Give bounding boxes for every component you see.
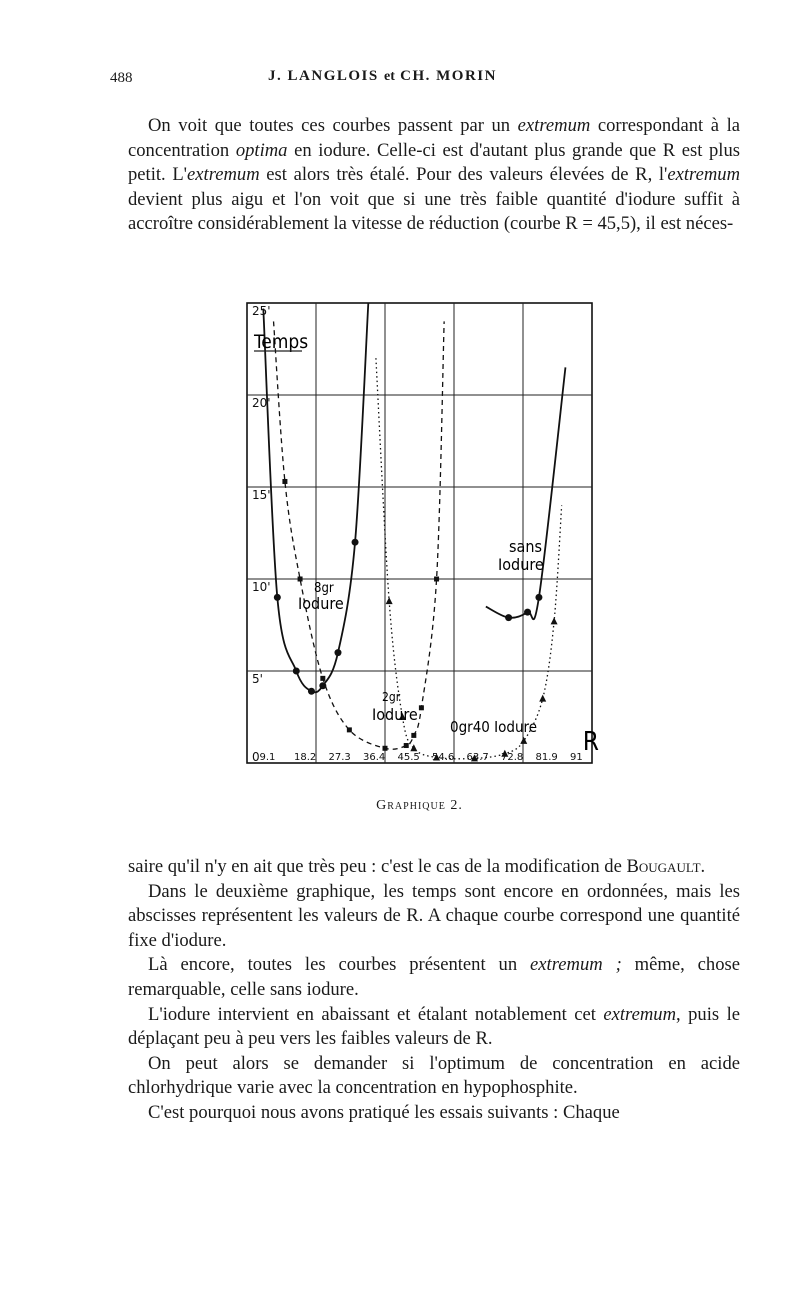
plot-frame — [247, 303, 592, 763]
text-run: . — [700, 856, 706, 877]
label-2gr: 2gr — [382, 690, 401, 704]
y-tick-label: 20' — [252, 396, 271, 410]
paragraph — [128, 114, 740, 237]
y-tick-label: 0 — [252, 750, 260, 764]
chart-svg — [244, 300, 599, 766]
text-run-italic: optima — [235, 139, 288, 161]
text-run: , puis le déplaçant peu à peu vers les faibles valeurs de R. — [128, 1003, 740, 1050]
text-run-italic: extremum ; — [530, 954, 622, 976]
data-point-2gr-iodure — [298, 577, 303, 582]
label-sans-iodure: Iodure — [498, 555, 544, 574]
label-0gr40-iodure: 0gr40 Iodure — [450, 718, 538, 736]
paragraph: Dans le deuxième graphique, les temps sont encore en ordonnées, mais les abscisses représentent les valeurs de R. A chaque courbe correspond une quantité fixe d'iodure. — [128, 880, 740, 951]
text-block-bottom — [128, 855, 740, 1126]
data-point-0gr40-iodure — [410, 744, 417, 751]
data-point-0gr40-iodure — [551, 617, 558, 624]
y-axis-label: Temps — [254, 331, 309, 353]
author-langlois: J. LANGLOIS — [268, 68, 379, 84]
x-tick-label: 54.6 — [432, 752, 455, 763]
author-joiner: et — [383, 69, 395, 84]
x-tick-label: 18.2 — [294, 752, 317, 763]
chart-grid — [247, 303, 592, 763]
paragraph: C'est pourquoi nous avons pratiqué les essais suivants : Chaque — [148, 1101, 620, 1123]
data-point-0gr40-iodure — [539, 695, 546, 702]
paragraph — [128, 953, 740, 1002]
data-point-8gr-iodure — [293, 668, 300, 675]
text-run: L'iodure intervient en abaissant et étalant notablement cet — [148, 1003, 604, 1025]
data-point-sans-iodure — [535, 594, 542, 601]
x-tick-label: 27.3 — [328, 752, 351, 763]
data-point-2gr-iodure — [434, 577, 439, 582]
series-line-2gr-iodure — [274, 321, 445, 749]
x-tick-label: 45.5 — [397, 752, 420, 763]
text-run-smallcaps: Bougault — [626, 856, 701, 877]
text-run: Là encore, toutes les courbes présentent un — [148, 954, 531, 976]
paragraph — [128, 1003, 740, 1052]
data-point-2gr-iodure — [383, 746, 388, 751]
data-point-0gr40-iodure — [520, 737, 527, 744]
data-point-8gr-iodure — [319, 682, 326, 689]
x-tick-label: 36.4 — [363, 752, 386, 763]
text-run-italic: extremum — [603, 1003, 677, 1025]
text-block-top — [128, 114, 740, 237]
x-tick-label: 81.9 — [535, 752, 558, 763]
x-tick-label: 72.8 — [501, 752, 524, 763]
data-point-sans-iodure — [524, 609, 531, 616]
text-run: saire qu'il n'y en ait que très peu : c'est le cas de la modification de — [128, 856, 627, 877]
data-point-8gr-iodure — [334, 649, 341, 656]
data-point-8gr-iodure — [308, 688, 315, 695]
x-axis-label: R — [582, 727, 599, 757]
label-2gr-iodure: Iodure — [372, 705, 418, 724]
data-point-2gr-iodure — [347, 727, 352, 732]
x-tick-label: 91 — [570, 752, 583, 763]
text-run-italic: extremum — [667, 164, 740, 186]
data-point-2gr-iodure — [320, 676, 325, 681]
data-point-2gr-iodure — [404, 743, 409, 748]
label-sans: sans — [509, 537, 542, 556]
data-point-2gr-iodure — [282, 479, 287, 484]
label-8gr: 8gr — [314, 581, 334, 596]
data-point-0gr40-iodure — [386, 597, 393, 604]
y-tick-label: 15' — [252, 488, 271, 502]
page-number: 488 — [110, 70, 133, 86]
paragraph — [128, 855, 740, 880]
text-run: en iodure. Celle-ci est d'autant plus grande que R est plus petit. L' — [128, 139, 740, 186]
data-point-2gr-iodure — [411, 733, 416, 738]
data-point-8gr-iodure — [274, 594, 281, 601]
chart-tick-labels — [252, 304, 583, 764]
y-tick-label: 5' — [252, 672, 263, 686]
figure-caption: Graphique 2. — [376, 798, 463, 813]
x-tick-label: 63.7 — [466, 752, 489, 763]
label-8gr-iodure: Iodure — [298, 594, 344, 613]
text-run: est alors très étalé. Pour des valeurs élevées de R, l' — [259, 164, 668, 186]
x-tick-label: 9.1 — [259, 752, 276, 763]
series-line-sans-iodure — [486, 367, 566, 619]
y-tick-label: 25' — [252, 304, 271, 318]
text-run: même, chose remarquable, celle sans iodure. — [128, 954, 741, 1000]
running-head — [110, 68, 655, 85]
text-run: On voit que toutes ces courbes passent par un — [148, 115, 518, 136]
y-tick-label: 10' — [252, 580, 271, 594]
text-run-italic: extremum — [187, 164, 260, 186]
text-run-italic: extremum — [517, 115, 591, 136]
data-point-8gr-iodure — [352, 539, 359, 546]
text-run: devient plus aigu et l'on voit que si une très faible quantité d'iodure suffit à accroître considérablement la vitesse de réduction (courbe R = 45,5), il est néces- — [128, 188, 740, 235]
author-morin: CH. MORIN — [400, 68, 497, 84]
paragraph: On peut alors se demander si l'optimum de concentration en acide chlorhydrique varie avec la concentration en hypophosphite. — [128, 1052, 740, 1099]
figure-graphique-2 — [244, 300, 599, 766]
page-header — [110, 70, 655, 94]
data-point-sans-iodure — [505, 614, 512, 621]
text-run: correspondant à la concentration — [128, 115, 740, 161]
data-point-2gr-iodure — [419, 705, 424, 710]
